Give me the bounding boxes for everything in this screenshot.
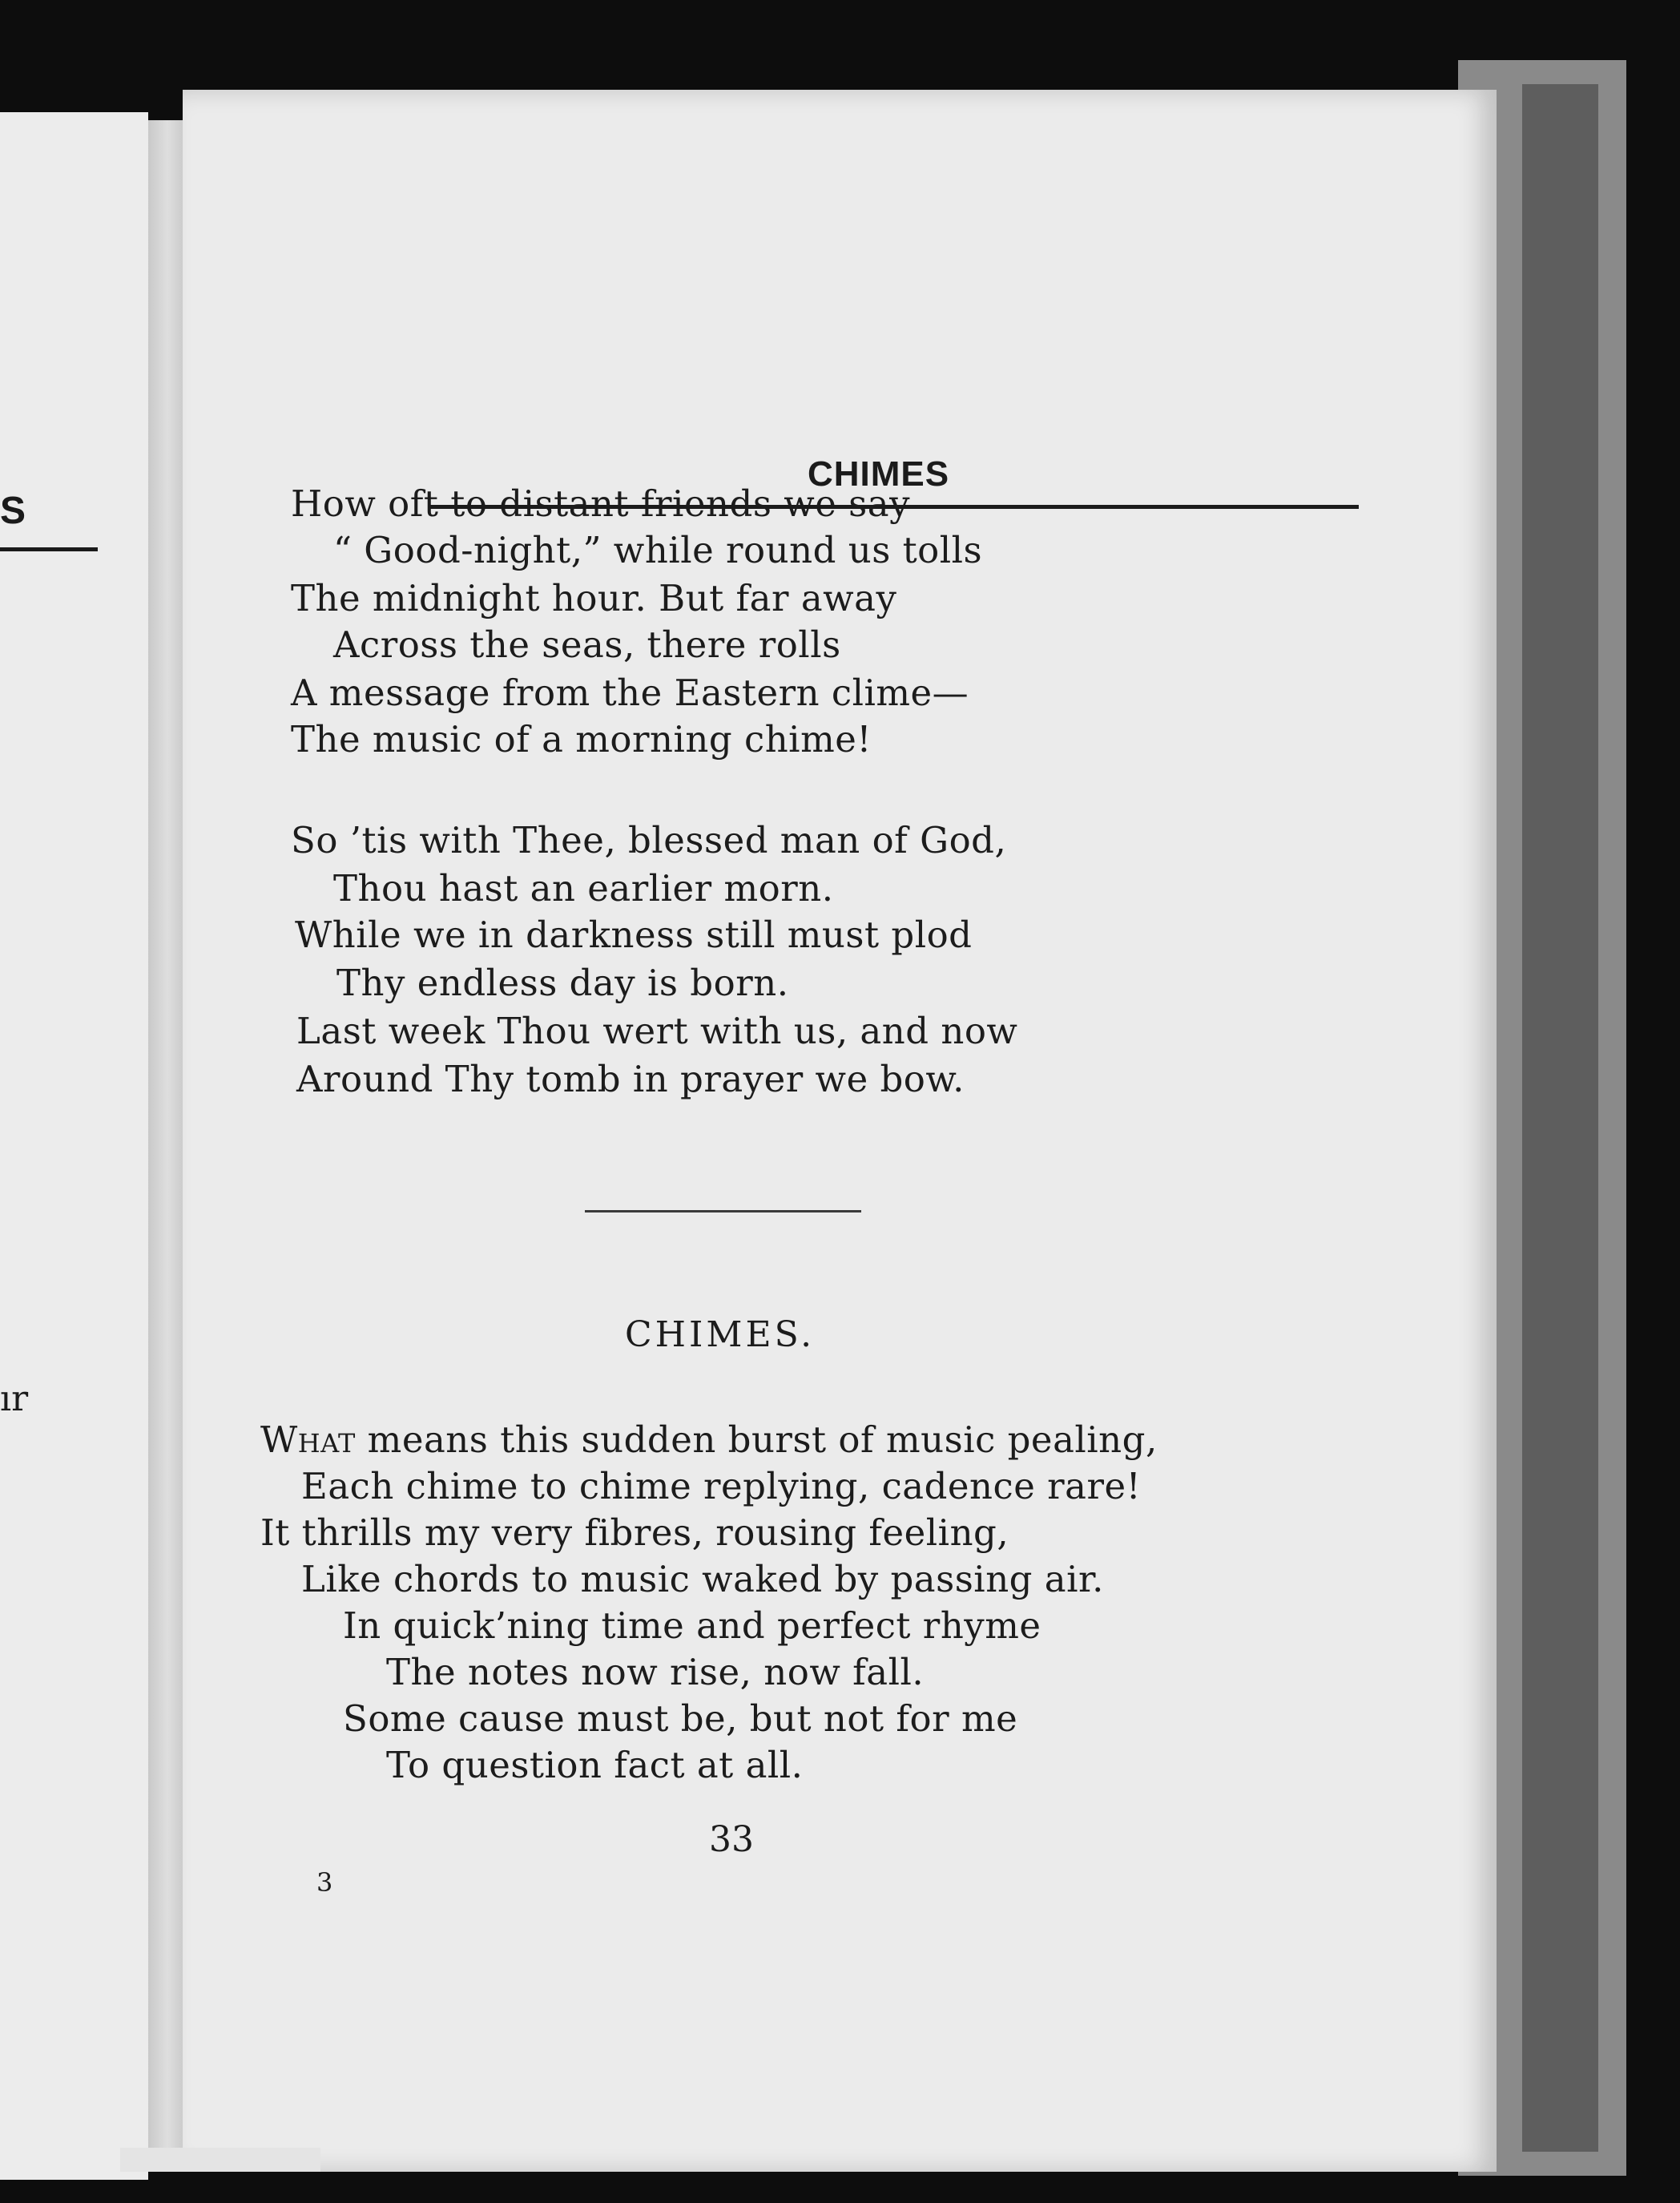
drop-word: What [260, 1418, 356, 1461]
facing-page-rule [0, 547, 98, 551]
poem-line: Across the seas, there rolls [333, 623, 841, 666]
page-number: 33 [709, 1819, 754, 1860]
facing-page [0, 112, 148, 2180]
poem-line: Like chords to music waked by passing air. [301, 1558, 1104, 1600]
section-divider [585, 1210, 861, 1212]
poem-line: Last week Thou wert with us, and now [296, 1010, 1018, 1052]
poem-line: Some cause must be, but not for me [343, 1697, 1018, 1740]
poem-line: How oft to distant friends we say [291, 482, 911, 525]
facing-page-text-fragment: ır [0, 1378, 29, 1419]
book-page [183, 90, 1497, 2172]
poem-line: Around Thy tomb in prayer we bow. [296, 1058, 965, 1100]
poem-line: To question fact at all. [386, 1744, 804, 1786]
running-head: CHIMES [808, 454, 950, 494]
poem-line: In quick’ning time and perfect rhyme [343, 1604, 1041, 1647]
binding-shadow [1522, 84, 1598, 2152]
poem-line: The music of a morning chime! [291, 718, 872, 761]
poem-line: It thrills my very fibres, rousing feeling, [260, 1511, 1009, 1554]
poem-line: While we in darkness still must plod [295, 914, 973, 956]
poem-line: Thou hast an earlier morn. [333, 867, 834, 910]
signature-mark: 3 [316, 1867, 333, 1898]
poem-line: The notes now rise, now fall. [386, 1651, 925, 1693]
poem-line: “ Good-night,” while round us tolls [333, 529, 983, 571]
poem-line: A message from the Eastern clime— [291, 672, 969, 714]
facing-page-header-fragment: S [0, 490, 26, 532]
poem-line-first [260, 1418, 1158, 1461]
poem-line: Each chime to chime replying, cadence rare! [301, 1465, 1142, 1507]
poem-line: The midnight hour. But far away [291, 577, 897, 619]
first-line-rest: means this sudden burst of music pealing, [355, 1418, 1158, 1461]
page-bottom-edge [120, 2148, 320, 2172]
poem-line: So ’tis with Thee, blessed man of God, [291, 819, 1007, 861]
poem-line: Thy endless day is born. [336, 962, 789, 1004]
poem-two-title: CHIMES. [625, 1314, 816, 1355]
